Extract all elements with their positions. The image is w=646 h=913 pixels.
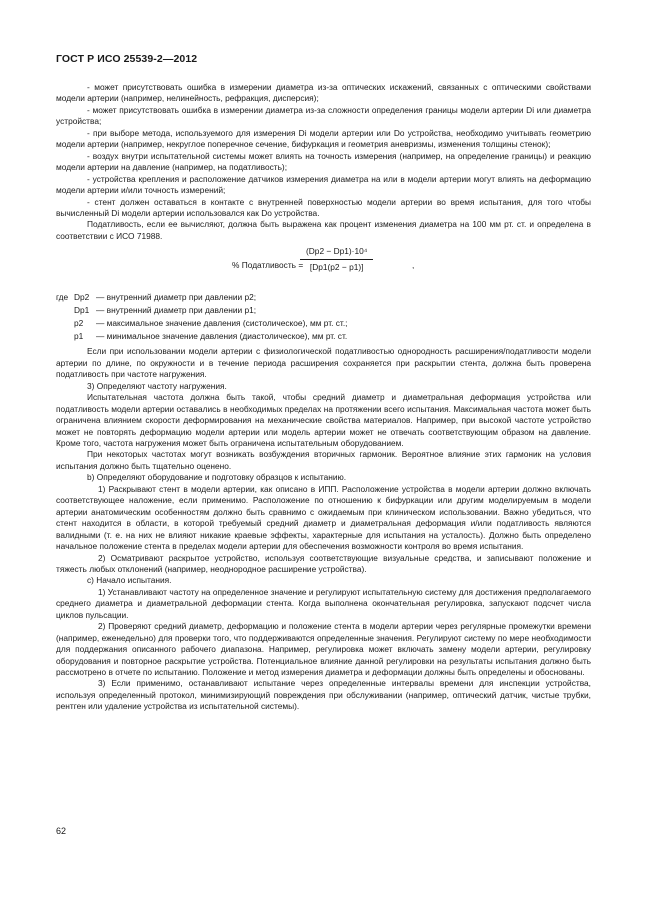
paragraph: Если при использовании модели артерии с физиологической податливостью однородность расширения/податливости модели артерии по длине, по окружности и в течение периода расширения сохраняется при раскрытии стента, должна быть проверена податливость при частоте нагружения. (56, 346, 591, 380)
definition-item (56, 331, 591, 344)
bullet-item: - стент должен оставаться в контакте с внутренней поверхностью модели артерии во время испытания, для того чтобы вычисленный Di модели артерии использовался как Do устройства. (56, 196, 591, 218)
formula-label: % Податливость = (232, 260, 304, 271)
bullet-item: - воздух внутри испытательной системы может влиять на точность измерения (например, на определение границы) и реакцию модели артерии на давление (например, на податливость); (56, 150, 591, 173)
definition-symbol: Dp2 (74, 292, 90, 303)
definition-symbol: Dp1 (74, 305, 90, 316)
compliance-formula (56, 244, 591, 288)
definition-symbol: p2 (74, 318, 84, 329)
bullet-item: - может присутствовать ошибка в измерении диаметра из-за оптических искажений, связанных с оптическими свойствами модели артерии (например, нелинейность, рефракция, дисперсия); (56, 82, 591, 104)
bullet-item: - может присутствовать ошибка в измерении диаметра из-за сложности определения границы модели артерии Di или диаметра устройства; (56, 104, 591, 127)
formula-fraction (300, 246, 373, 273)
definitions-list (56, 292, 591, 344)
paragraph: c) Начало испытания. (87, 575, 172, 586)
page-number: 62 (56, 826, 67, 836)
definition-text: — внутренний диаметр при давлении p1; (96, 305, 257, 316)
bullet-item: - при выборе метода, используемого для измерения Di модели артерии или Do устройства, необходимо учитывать геометрию модели артерии (например, некруглое поперечное сечение, бифуркация и геометрия аневризмы, изменения толщины стенок); (56, 127, 591, 150)
paragraph: b) Определяют оборудование и подготовку образцов к испытанию. (87, 472, 347, 483)
definition-symbol: p1 (74, 331, 84, 342)
formula-numerator: (Dp2 − Dp1)·10⁴ (300, 246, 373, 259)
paragraph: 1) Раскрывают стент в модели артерии, как описано в ИПП. Расположение устройства в модели артерии должно включать соответствующее наложение, если применимо. Расположение по отношению к бифуркации или другим моделируемым в модели артерии анатомическим особенностям должно быть сравнимо с ожидаемым при клиническом использовании. Важно убедиться, что стент находится в области, в которой требуемый средний диаметр и диаметральная деформация и/или податливость являются валидными (т. е. на них не влияют никакие краевые эффекты, характерные для испытания на усталость). Должно быть определено начальное положение стента в пределах модели артерии для обеспечения возможности контроля во время испытания. (56, 483, 591, 552)
paragraph: 2) Проверяют средний диаметр, деформацию и положение стента в модели артерии через регулярные промежутки времени (например, еженедельно) для проверки того, что поддерживаются определенные значения. Регулируют систему по мере необходимости для поддержания описанного рабочего диапазона. Например, регулировка может включать замену модели артерии, регулировку оборудования и повторное раскрытие устройства. Потенциальное влияние данной регулировки на результаты испытания должно быть рассмотрено в отчете по испытанию. Положение и метод измерения диаметра и деформации должны быть определены и обоснованы. (56, 621, 591, 678)
paragraph: 1) Устанавливают частоту на определенное значение и регулируют испытательную систему для достижения предполагаемого среднего диаметра и диаметральной деформации стента. Когда выполнена окончательная регулировка, запускают подсчет числа циклов пульсации. (56, 586, 591, 620)
paragraph: Испытательная частота должна быть такой, чтобы средний диаметр и диаметральная деформация устройства или податливость модели артерии оставались в необходимых пределах на протяжении всего испытания. Максимальная частота может быть ограничена влиянием скорости деформирования на механические свойства материалов. Например, при высокой частоте устройство может не повторять деформацию модели артерии или модель артерии может не отвечать соответствующим образом на давление. Кроме того, частота нагружения может быть ограничена испытательным оборудованием. (56, 392, 591, 448)
definition-text: — внутренний диаметр при давлении p2; (96, 292, 257, 303)
formula-punctuation: , (412, 260, 415, 271)
definition-item (56, 292, 591, 305)
definition-item (56, 305, 591, 318)
document-body (56, 82, 591, 713)
definition-item (56, 318, 591, 331)
paragraph: При некоторых частотах могут возникать возбуждения вторичных гармоник. Вероятное влияние этих гармоник на условия испытания должно быть тщательно оценено. (56, 449, 591, 471)
bullet-item: - устройства крепления и расположение датчиков измерения диаметра на или в модели артерии могут влиять на деформацию модели артерии и/или точность измерений; (56, 173, 591, 196)
formula-denominator: [Dp1(p2 − p1)] (309, 261, 364, 272)
compliance-intro: Податливость, если ее вычисляют, должна быть выражена как процент изменения диаметра на 100 мм рт. ст. и определена в соответствии с ИСО 71988. (56, 219, 591, 241)
definition-text: — минимальное значение давления (диастолическое), мм рт. ст. (96, 331, 348, 342)
paragraph: 3) Если применимо, останавливают испытание через определенные интервалы времени для инспекции устройства, используя определенный протокол, минимизирующий повреждения при обслуживании (например, оптический датчик, чистые трубки, рентген или удаление устройства из испытательной системы). (56, 678, 591, 712)
paragraph: 3) Определяют частоту нагружения. (87, 380, 227, 391)
paragraph: 2) Осматривают раскрытое устройство, используя соответствующие визуальные средства, и записывают положение и тяжесть любых отклонений (например, неоднородное расширение устройства). (56, 552, 591, 574)
definition-prefix: где (56, 292, 69, 303)
document-header: ГОСТ Р ИСО 25539-2—2012 (56, 53, 198, 65)
definition-text: — максимальное значение давления (систолическое), мм рт. ст.; (96, 318, 348, 329)
